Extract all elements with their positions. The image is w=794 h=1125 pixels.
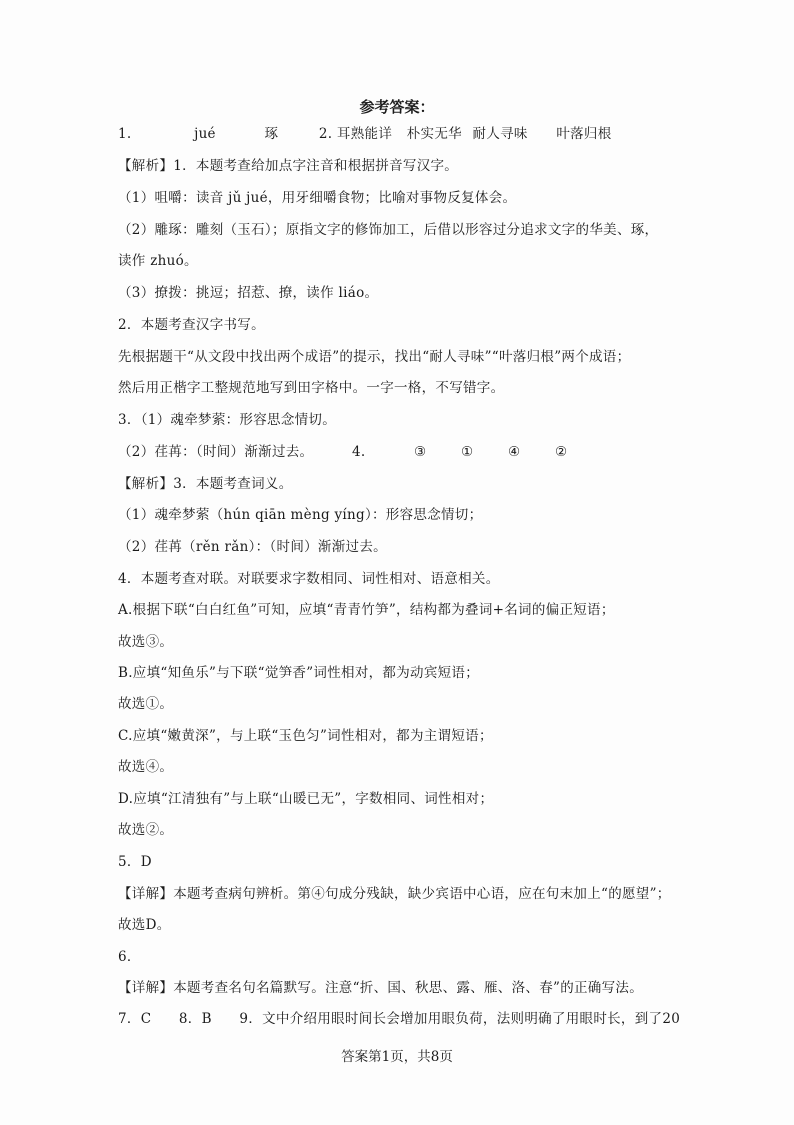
analysis-line: 3．（1）魂牵梦萦：形容思念情切。: [118, 412, 337, 428]
q2-answer-4: 叶落归根: [556, 126, 612, 142]
analysis-line: 【解析】3．本题考查词义。: [118, 476, 293, 492]
page-title: 参考答案：: [359, 98, 435, 116]
q2-answer-3: 耐人寻味: [472, 126, 528, 142]
analysis-line: B.应填“知鱼乐”与下联“觉笋香”词性相对，都为动宾短语；: [118, 665, 480, 681]
analysis-line: C.应填“嫩黄深”，与上联“玉色匀”词性相对，都为主谓短语；: [118, 728, 493, 744]
analysis-line: （2）荏苒（rěn rǎn）：（时间）渐渐过去。: [118, 539, 387, 555]
q3-answer-2: （2）荏苒：（时间）渐渐过去。: [118, 444, 314, 460]
analysis-line: 先根据题干“从文段中找出两个成语”的提示，找出“耐人寻味”“叶落归根”两个成语；: [118, 349, 631, 365]
q4-number: 4.: [351, 444, 366, 460]
analysis-line: 然后用正楷字工整规范地写到田字格中。一字一格，不写错字。: [118, 380, 505, 396]
analysis-line: 故选D。: [118, 917, 171, 933]
analysis-line: 4．本题考查对联。对联要求字数相同、词性相对、语意相关。: [118, 571, 500, 587]
analysis-line: 6．: [118, 949, 141, 965]
q1-number: 1.: [118, 126, 132, 142]
analysis-line: A.根据下联“白白红鱼”可知，应填“青青竹笋”，结构都为叠词+名词的偏正短语；: [118, 602, 615, 618]
q4-choice-c: ④: [508, 444, 521, 460]
analysis-line: 故选③。: [118, 634, 174, 650]
analysis-line: 故选①。: [118, 696, 174, 712]
analysis-line: 故选②。: [118, 822, 174, 838]
analysis-line: D.应填“江清独有”与上联“山暖已无”，字数相同、词性相对；: [118, 791, 494, 807]
answer-line-q3-q4: [118, 442, 714, 462]
analysis-line: （3）撩拨：挑逗；招惹、撩，读作 liáo。: [118, 285, 379, 301]
page-footer: 答案第1页，共8页: [341, 1049, 453, 1065]
q4-choice-b: ①: [461, 444, 474, 460]
q1-answer-char: 琢: [264, 126, 279, 142]
analysis-line: （1）咀嚼：读音 jǔ jué，用牙细嚼食物；比喻对事物反复体会。: [118, 190, 517, 206]
q4-choice-d: ②: [555, 444, 568, 460]
analysis-line: 【详解】本题考查名句名篇默写。注意“折、国、秋思、露、雁、洛、春”的正确写法。: [118, 980, 644, 996]
q1-answer-pinyin: jué: [194, 126, 216, 142]
analysis-line: 【解析】1．本题考查给加点字注音和根据拼音写汉字。: [118, 158, 459, 174]
q2-answer-1: 2. 耳熟能详: [318, 126, 393, 142]
analysis-line: 5．D: [118, 854, 152, 870]
q4-choice-a: ③: [414, 444, 427, 460]
analysis-line: （1）魂牵梦萦（hún qiān mèng yíng）：形容思念情切；: [118, 507, 483, 523]
analysis-line: （2）雕琢：雕刻（玉石）；原指文字的修饰加工，后借以形容过分追求文字的华美、琢，: [118, 222, 659, 238]
analysis-line: 故选④。: [118, 759, 174, 775]
analysis-line: 【详解】本题考查病句辨析。第④句成分残缺，缺少宾语中心语，应在句末加上“的愿望”；: [118, 886, 671, 902]
analysis-line: 7．C 8．B 9．文中介绍用眼时间长会增加用眼负荷，法则明确了用眼时长，到了20: [118, 1011, 681, 1027]
q2-answer-2: 朴实无华: [406, 126, 462, 142]
analysis-line: 2．本题考查汉字书写。: [118, 317, 265, 333]
answer-line-q1: [118, 124, 714, 144]
analysis-line: 读作 zhuó。: [118, 253, 198, 269]
